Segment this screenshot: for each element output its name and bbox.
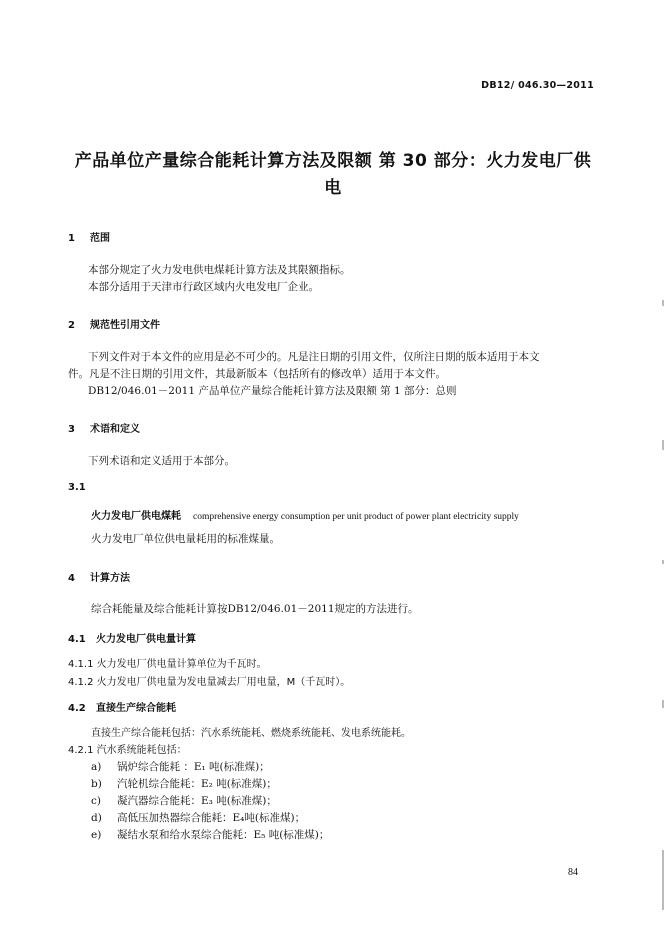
page-title-line-1: 产品单位产量综合能耗计算方法及限额 第 30 部分：火力发电厂供: [74, 151, 592, 171]
section-heading-scope: [68, 229, 110, 244]
section-number: 2: [68, 320, 75, 331]
term-entry: [91, 507, 519, 522]
scan-artifact: [662, 440, 664, 450]
paragraph: 综合耗能量及综合能耗计算按DB12/046.01－2011规定的方法进行。: [91, 603, 419, 615]
scan-artifact: [662, 700, 664, 708]
list-text: 高低压加热器综合能耗：E₄吨(标准煤)；: [117, 812, 306, 824]
reference-entry: DB12/046.01－2011 产品单位产量综合能耗计算方法及限额 第 1 部分：总则: [88, 385, 457, 397]
paragraph: 本部分规定了火力发电供电煤耗计算方法及其限额指标。: [88, 264, 351, 276]
subsection-heading-supply: [68, 630, 196, 645]
clause: 4.2.1 汽水系统能耗包括：: [68, 745, 187, 756]
list-text: 凝汽器综合能耗：E₃ 吨(标准煤)；: [117, 795, 277, 807]
paragraph: 下列术语和定义适用于本部分。: [88, 455, 235, 467]
list-item: [91, 827, 329, 842]
paragraph: 件。凡是不注日期的引用文件，其最新版本（包括所有的修改单）适用于本文件。: [68, 368, 446, 380]
scan-artifact: [662, 560, 664, 564]
section-number: 4: [68, 573, 75, 584]
list-text: 凝结水泵和给水泵综合能耗：E₅ 吨(标准煤)；: [117, 829, 330, 841]
document-code: DB12/ 046.30—2011: [481, 80, 594, 91]
section-title: 计算方法: [90, 573, 130, 584]
scan-artifact: [662, 850, 664, 910]
subsection-title: 直接生产综合能耗: [96, 703, 176, 714]
list-label: d): [91, 812, 102, 824]
section-title: 规范性引用文件: [90, 320, 160, 331]
section-heading-calculation: [68, 569, 130, 584]
section-number: 3: [68, 424, 75, 435]
list-label: c): [91, 795, 101, 807]
subsection-title: 火力发电厂供电量计算: [96, 634, 196, 645]
page-number: 84: [568, 867, 578, 878]
clause: 4.1.2 火力发电厂供电量为发电量减去厂用电量，M（千瓦时）。: [68, 677, 351, 688]
section-number: 1: [68, 233, 75, 244]
term-definition: 火力发电厂单位供电量耗用的标准煤量。: [91, 533, 280, 545]
paragraph: 直接生产综合能耗包括：汽水系统能耗、燃烧系统能耗、发电系统能耗。: [91, 728, 411, 739]
subsection-heading-direct-consumption: [68, 699, 176, 714]
list-label: a): [91, 761, 102, 773]
scan-artifact: [662, 300, 664, 306]
section-heading-terms: [68, 420, 140, 435]
section-heading-normative-references: [68, 316, 160, 331]
list-item: [91, 776, 277, 791]
page-title-line-2: 电: [324, 178, 342, 198]
section-title: 范围: [90, 233, 110, 244]
paragraph: 下列文件对于本文件的应用是必不可少的。凡是注日期的引用文件，仅所注日期的版本适用于本文: [88, 351, 540, 363]
subsection-number: 4.1: [68, 634, 86, 645]
list-item: [91, 759, 270, 774]
term-chinese: 火力发电厂供电煤耗: [91, 511, 181, 522]
paragraph: 本部分适用于天津市行政区域内火电发电厂企业。: [88, 281, 319, 293]
list-item: [91, 793, 277, 808]
clause: 4.1.1 火力发电厂供电量计算单位为千瓦时。: [68, 659, 267, 670]
list-text: 汽轮机综合能耗：E₂ 吨(标准煤)；: [117, 778, 277, 790]
subsection-number: 3.1: [68, 482, 86, 493]
list-item: [91, 810, 305, 825]
list-label: e): [91, 829, 102, 841]
subsection-number: 4.2: [68, 703, 86, 714]
list-label: b): [91, 778, 102, 790]
term-english: comprehensive energy consumption per unit product of power plant electricity supply: [193, 512, 519, 522]
section-title: 术语和定义: [90, 424, 140, 435]
list-text: 锅炉综合能耗 ：E₁ 吨(标准煤)；: [117, 761, 270, 773]
